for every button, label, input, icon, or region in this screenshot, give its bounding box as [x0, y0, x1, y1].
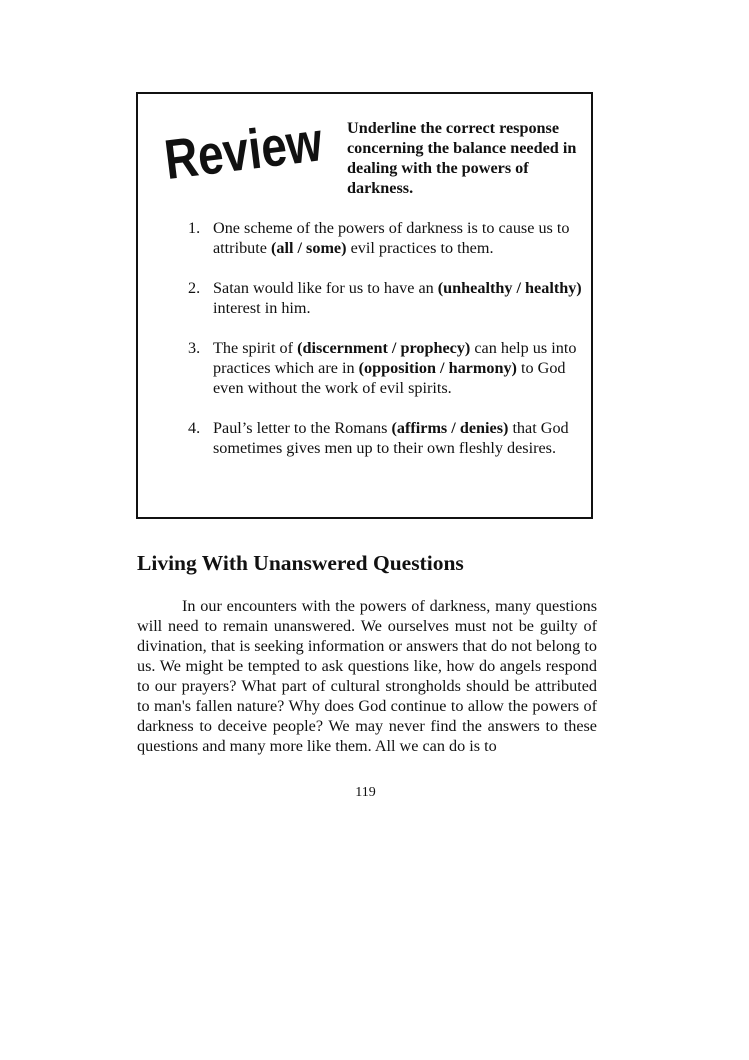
review-question-list — [188, 218, 588, 458]
answer-choice[interactable]: (all / some) — [270, 239, 347, 257]
question-number: 4. — [188, 419, 201, 437]
review-instruction: Underline the correct response concerning the balance needed in dealing with the powers of darkness. — [347, 119, 577, 197]
answer-choice[interactable]: (discernment / prophecy) — [297, 339, 471, 357]
question-text: Satan would like for us to have an — [213, 279, 438, 297]
review-question — [188, 218, 588, 258]
box-divider-right — [591, 487, 592, 509]
review-question — [188, 338, 588, 398]
body-paragraph: In our encounters with the powers of darkness, many questions will need to remain unanswered. We ourselves must not be guilty of divination, that is seeking information or answers that do not belong to us. We might be tempted to ask questions like, how do angels respond to our prayers? What part of cultural strongholds should be attributed to man's fallen nature? Why does God continue to allow the powers of darkness to deceive people? We may never find the answers to these questions and many more like them. All we can do is to — [137, 597, 597, 755]
question-text: The spirit of — [213, 339, 298, 357]
question-text: that God sometimes gives men up to their own fleshly desires. — [213, 419, 569, 457]
answer-choice[interactable]: (affirms / denies) — [391, 419, 509, 437]
question-text: evil practices to them. — [346, 239, 494, 257]
box-divider-left — [137, 487, 138, 509]
question-text: to God even without the work of evil spirits. — [213, 359, 566, 397]
review-question — [188, 418, 588, 458]
question-text: can help us into practices which are in — [213, 339, 577, 377]
question-text: Paul’s letter to the Romans — [213, 419, 392, 437]
question-number: 2. — [188, 279, 201, 297]
question-text: interest in him. — [213, 299, 311, 317]
answer-choice[interactable]: (opposition / harmony) — [358, 359, 517, 377]
review-logo-text: Review — [161, 104, 361, 192]
section-heading: Living With Unanswered Questions — [137, 551, 464, 575]
page-number: 119 — [355, 785, 376, 800]
review-box — [136, 92, 593, 519]
answer-choice[interactable]: (unhealthy / healthy) — [437, 279, 582, 297]
question-number: 1. — [188, 219, 201, 237]
question-number: 3. — [188, 339, 201, 357]
question-text: One scheme of the powers of darkness is to cause us to attribute — [213, 219, 570, 257]
review-question — [188, 278, 588, 318]
review-logo — [160, 104, 361, 192]
